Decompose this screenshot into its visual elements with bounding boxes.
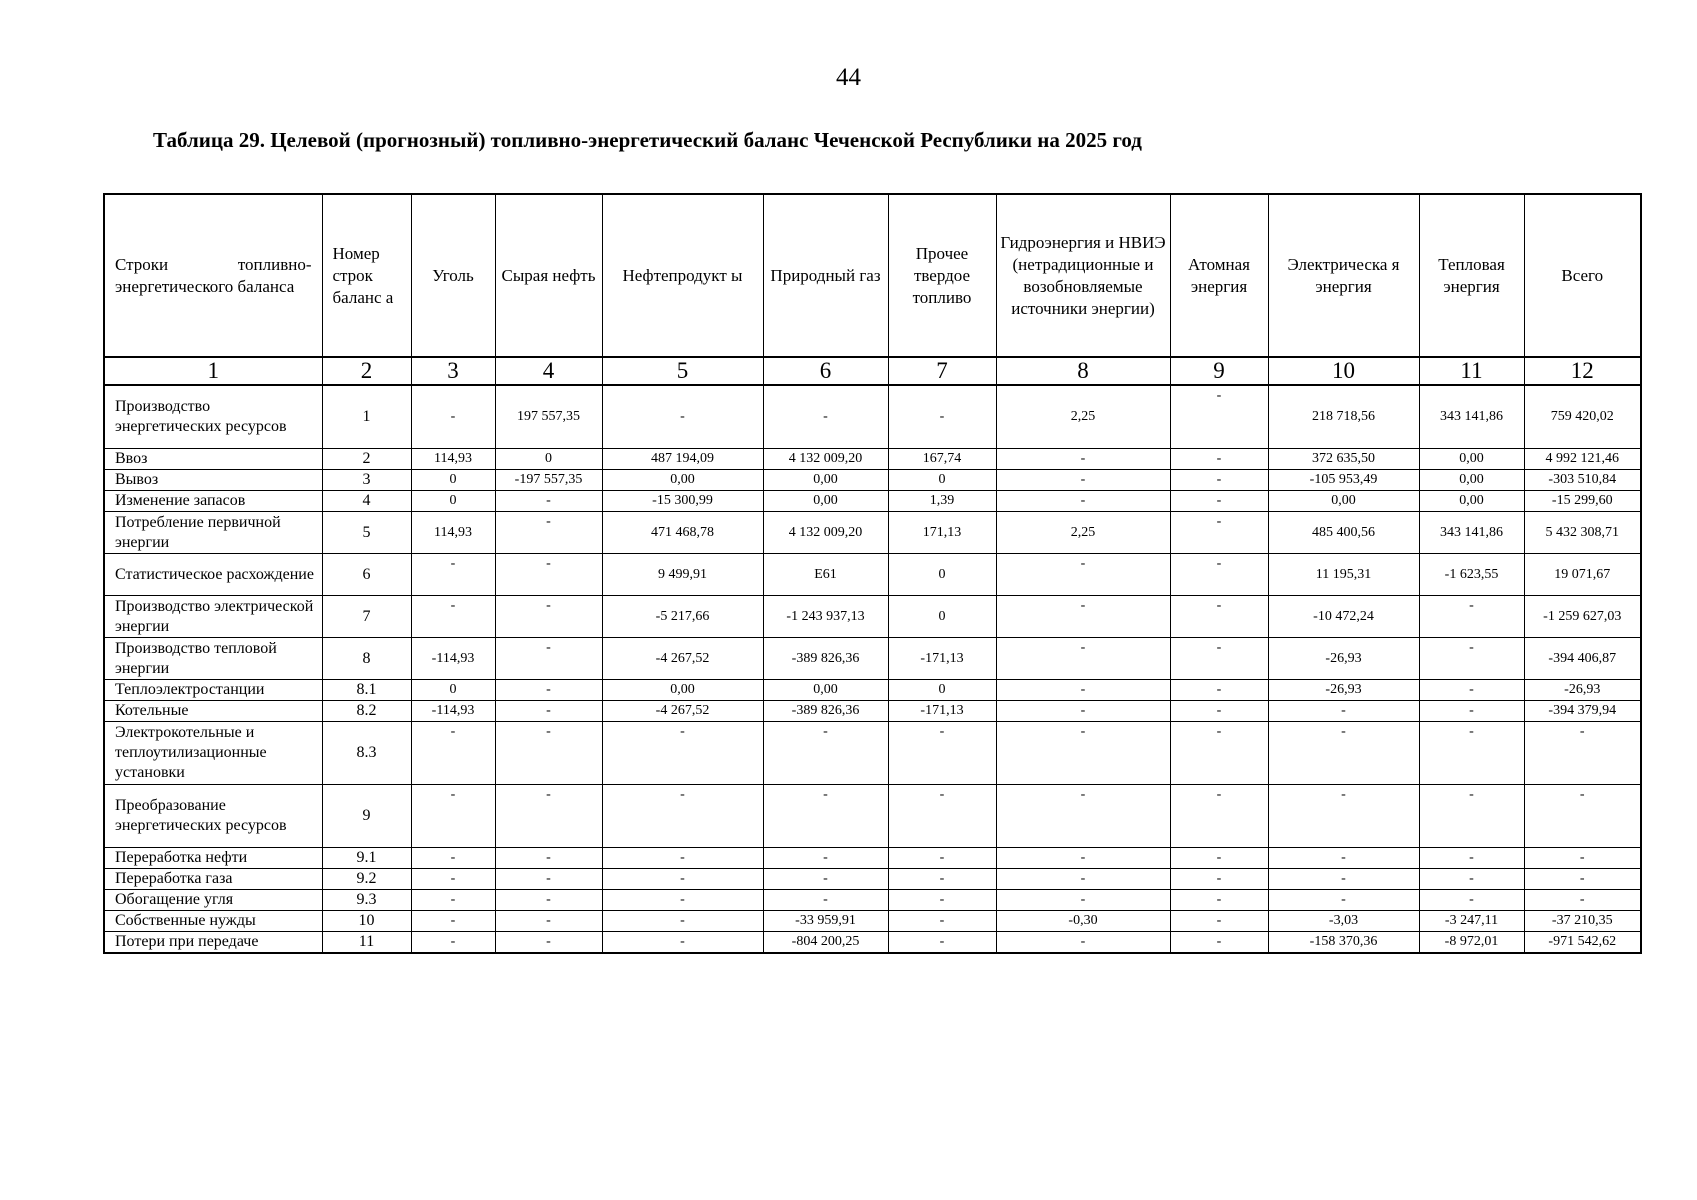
table-cell: 19 071,67 [1524,554,1641,596]
row-number: 8 [322,638,411,680]
table-cell: -5 217,66 [602,596,763,638]
table-cell: 2,25 [996,385,1170,449]
table-cell: - [1170,470,1268,491]
table-cell: -1 259 627,03 [1524,596,1641,638]
table-cell: 0 [411,680,495,701]
table-cell: 759 420,02 [1524,385,1641,449]
table-cell: -26,93 [1268,638,1419,680]
row-number: 8.3 [322,722,411,785]
table-row [104,449,1641,470]
table-cell: - [495,869,602,890]
table-cell: -26,93 [1524,680,1641,701]
table-cell: -4 267,52 [602,701,763,722]
table-cell: - [763,890,888,911]
column-header: Прочее твердое топливо [888,194,996,357]
table-cell: - [411,911,495,932]
table-cell: - [1524,848,1641,869]
table-cell: 114,93 [411,512,495,554]
table-row [104,680,1641,701]
table-cell: - [763,722,888,785]
table-cell: - [1170,848,1268,869]
table-cell: 167,74 [888,449,996,470]
row-label: Потери при передаче [104,932,322,954]
table-row [104,554,1641,596]
table-cell: 4 992 121,46 [1524,449,1641,470]
table-cell: 0 [888,596,996,638]
table-cell: - [1419,596,1524,638]
table-cell: -389 826,36 [763,701,888,722]
table-cell: - [1170,596,1268,638]
table-cell: - [495,848,602,869]
table-cell: 1,39 [888,491,996,512]
table-cell: - [996,554,1170,596]
column-header: Гидроэнергия и НВИЭ (нетрадиционные и возобновляемые источники энергии) [996,194,1170,357]
table-cell: - [888,848,996,869]
column-number-row [104,357,1641,385]
row-number: 9.1 [322,848,411,869]
table-cell: -804 200,25 [763,932,888,954]
table-cell: - [1419,722,1524,785]
column-number: 2 [322,357,411,385]
table-cell: - [1268,848,1419,869]
table-cell: - [1524,890,1641,911]
row-number: 9.2 [322,869,411,890]
table-cell: - [495,638,602,680]
table-cell: 2,25 [996,512,1170,554]
table-cell: -394 406,87 [1524,638,1641,680]
table-cell: 0,00 [1268,491,1419,512]
table-row [104,869,1641,890]
row-number: 8.1 [322,680,411,701]
table-cell: - [888,869,996,890]
table-cell: - [495,932,602,954]
table-cell: -37 210,35 [1524,911,1641,932]
table-cell: -15 299,60 [1524,491,1641,512]
table-cell: - [495,701,602,722]
table-cell: 0,00 [602,470,763,491]
table-row [104,911,1641,932]
table-cell: 487 194,09 [602,449,763,470]
row-label: Переработка газа [104,869,322,890]
table-cell: - [996,785,1170,848]
table-cell: - [996,932,1170,954]
table-cell: 343 141,86 [1419,512,1524,554]
column-header: Нефтепродукт ы [602,194,763,357]
column-number: 8 [996,357,1170,385]
column-number: 3 [411,357,495,385]
row-number: 2 [322,449,411,470]
column-number: 9 [1170,357,1268,385]
table-cell: 0,00 [763,491,888,512]
table-cell: - [996,449,1170,470]
table-cell: - [1268,722,1419,785]
table-cell: 0 [495,449,602,470]
table-cell: - [602,848,763,869]
table-cell: - [602,869,763,890]
table-cell: -105 953,49 [1268,470,1419,491]
table-cell: - [888,722,996,785]
table-cell: 471 468,78 [602,512,763,554]
table-cell: - [602,722,763,785]
table-cell: 114,93 [411,449,495,470]
table-row [104,932,1641,954]
table-cell: 0,00 [763,680,888,701]
table-cell: - [411,848,495,869]
table-cell: - [495,554,602,596]
row-number: 6 [322,554,411,596]
row-label: Производство энергетических ресурсов [104,385,322,449]
row-label: Производство тепловой энергии [104,638,322,680]
table-cell: 0,00 [602,680,763,701]
column-header: Природный газ [763,194,888,357]
table-cell: - [1268,701,1419,722]
table-cell: -971 542,62 [1524,932,1641,954]
table-cell: - [888,932,996,954]
table-cell: 343 141,86 [1419,385,1524,449]
table-row [104,890,1641,911]
table-row [104,638,1641,680]
table-cell: -1 623,55 [1419,554,1524,596]
table-title: Таблица 29. Целевой (прогнозный) топливно-энергетический баланс Чеченской Республики на 2025 год [153,128,1142,152]
table-cell: 0,00 [1419,449,1524,470]
table-cell: 0,00 [763,470,888,491]
column-header: Номер строк баланс а [322,194,411,357]
table-cell: 9 499,91 [602,554,763,596]
table-cell: - [1170,449,1268,470]
table-cell: -114,93 [411,638,495,680]
table-cell: -10 472,24 [1268,596,1419,638]
column-number: 11 [1419,357,1524,385]
table-cell: - [602,911,763,932]
table-cell: - [602,932,763,954]
column-header: Сырая нефть [495,194,602,357]
column-number: 6 [763,357,888,385]
table-cell: 0 [411,470,495,491]
table-cell: - [1419,869,1524,890]
row-label: Собственные нужды [104,911,322,932]
table-cell: -4 267,52 [602,638,763,680]
table-cell: 4 132 009,20 [763,449,888,470]
table-cell: - [1170,680,1268,701]
table-cell: -26,93 [1268,680,1419,701]
row-label: Производство электрической энергии [104,596,322,638]
row-label: Потребление первичной энергии [104,512,322,554]
table-cell: - [411,785,495,848]
table-cell: - [495,512,602,554]
column-number: 4 [495,357,602,385]
table-cell: -15 300,99 [602,491,763,512]
row-label: Изменение запасов [104,491,322,512]
table-row [104,385,1641,449]
table-cell: - [1170,890,1268,911]
table-cell: - [1419,848,1524,869]
table-cell: - [1170,785,1268,848]
table-row [104,722,1641,785]
table-cell: - [1419,638,1524,680]
column-header: Тепловая энергия [1419,194,1524,357]
table-cell: - [1170,385,1268,449]
row-number: 11 [322,932,411,954]
table-cell: - [495,911,602,932]
table-cell: 0 [888,554,996,596]
table-cell: - [411,932,495,954]
table-cell: - [996,890,1170,911]
table-cell: - [763,385,888,449]
table-cell: 11 195,31 [1268,554,1419,596]
table-cell: - [1268,890,1419,911]
table-cell: - [602,385,763,449]
table-cell: 197 557,35 [495,385,602,449]
table-cell: -303 510,84 [1524,470,1641,491]
row-label: Котельные [104,701,322,722]
row-number: 1 [322,385,411,449]
table-cell: 0,00 [1419,470,1524,491]
table-cell: 485 400,56 [1268,512,1419,554]
table-cell: - [1268,869,1419,890]
table-cell: - [602,890,763,911]
table-cell: - [411,554,495,596]
table-cell: 0 [411,491,495,512]
table-cell: - [1170,701,1268,722]
table-body [104,385,1641,953]
table-cell: - [1170,554,1268,596]
table-cell: - [1524,785,1641,848]
table-cell: E61 [763,554,888,596]
column-number: 10 [1268,357,1419,385]
column-header: Строки топливно-энергетического баланса [104,194,322,357]
table-cell: 0 [888,680,996,701]
table-cell: -171,13 [888,638,996,680]
table-cell: -3,03 [1268,911,1419,932]
row-label: Теплоэлектростанции [104,680,322,701]
table-cell: 4 132 009,20 [763,512,888,554]
table-cell: - [888,911,996,932]
table-cell: - [495,596,602,638]
table-cell: - [1268,785,1419,848]
table-cell: -3 247,11 [1419,911,1524,932]
table-cell: -0,30 [996,911,1170,932]
table-row [104,785,1641,848]
table-cell: - [1524,722,1641,785]
column-header: Всего [1524,194,1641,357]
column-number: 1 [104,357,322,385]
table-cell: - [411,890,495,911]
table-cell: - [996,596,1170,638]
table-cell: - [1170,638,1268,680]
row-number: 8.2 [322,701,411,722]
table-cell: - [1419,785,1524,848]
table-cell: 372 635,50 [1268,449,1419,470]
table-cell: - [888,385,996,449]
table-cell: - [996,470,1170,491]
column-header: Электрическа я энергия [1268,194,1419,357]
row-number: 9 [322,785,411,848]
table-cell: - [763,785,888,848]
column-number: 12 [1524,357,1641,385]
table-cell: - [996,680,1170,701]
table-cell: - [602,785,763,848]
row-label: Обогащение угля [104,890,322,911]
row-number: 10 [322,911,411,932]
table-cell: - [763,848,888,869]
column-header: Атомная энергия [1170,194,1268,357]
column-number: 7 [888,357,996,385]
table-row [104,491,1641,512]
row-label: Электрокотельные и теплоутилизационные установки [104,722,322,785]
table-cell: 171,13 [888,512,996,554]
table-cell: - [411,385,495,449]
row-label: Переработка нефти [104,848,322,869]
table-cell: -197 557,35 [495,470,602,491]
row-label: Статистическое расхождение [104,554,322,596]
column-number: 5 [602,357,763,385]
row-number: 4 [322,491,411,512]
table-cell: - [411,596,495,638]
table-cell: -1 243 937,13 [763,596,888,638]
table-row [104,596,1641,638]
table-cell: - [763,869,888,890]
row-number: 5 [322,512,411,554]
table-cell: - [495,680,602,701]
table-cell: - [411,869,495,890]
table-cell: -389 826,36 [763,638,888,680]
row-number: 3 [322,470,411,491]
row-label: Ввоз [104,449,322,470]
table-cell: - [1170,512,1268,554]
table-cell: - [1170,869,1268,890]
table-cell: - [996,848,1170,869]
table-cell: - [1524,869,1641,890]
table-cell: -8 972,01 [1419,932,1524,954]
column-header: Уголь [411,194,495,357]
table-cell: 218 718,56 [1268,385,1419,449]
table-cell: - [996,701,1170,722]
table-cell: -394 379,94 [1524,701,1641,722]
table-cell: - [1170,491,1268,512]
page-number: 44 [836,64,861,91]
table-cell: - [411,722,495,785]
table-cell: - [1419,890,1524,911]
table-cell: - [996,491,1170,512]
table-cell: -158 370,36 [1268,932,1419,954]
table-cell: 0 [888,470,996,491]
table-cell: - [888,785,996,848]
table-row [104,512,1641,554]
table-cell: - [495,785,602,848]
table-row [104,848,1641,869]
table-cell: - [1170,722,1268,785]
table-cell: -171,13 [888,701,996,722]
table-cell: - [1170,932,1268,954]
table-cell: - [996,638,1170,680]
table-row [104,701,1641,722]
table-row [104,470,1641,491]
table-cell: - [1170,911,1268,932]
row-number: 9.3 [322,890,411,911]
table-cell: -33 959,91 [763,911,888,932]
table-cell: - [495,491,602,512]
table-cell: - [1419,680,1524,701]
fuel-energy-balance-table [103,193,1642,954]
table-cell: - [888,890,996,911]
table-cell: - [996,722,1170,785]
row-number: 7 [322,596,411,638]
row-label: Преобразование энергетических ресурсов [104,785,322,848]
table-cell: - [495,722,602,785]
header-row [104,194,1641,357]
table-cell: - [1419,701,1524,722]
row-label: Вывоз [104,470,322,491]
table-cell: 0,00 [1419,491,1524,512]
table-cell: 5 432 308,71 [1524,512,1641,554]
table-cell: - [495,890,602,911]
table-cell: - [996,869,1170,890]
table-cell: -114,93 [411,701,495,722]
